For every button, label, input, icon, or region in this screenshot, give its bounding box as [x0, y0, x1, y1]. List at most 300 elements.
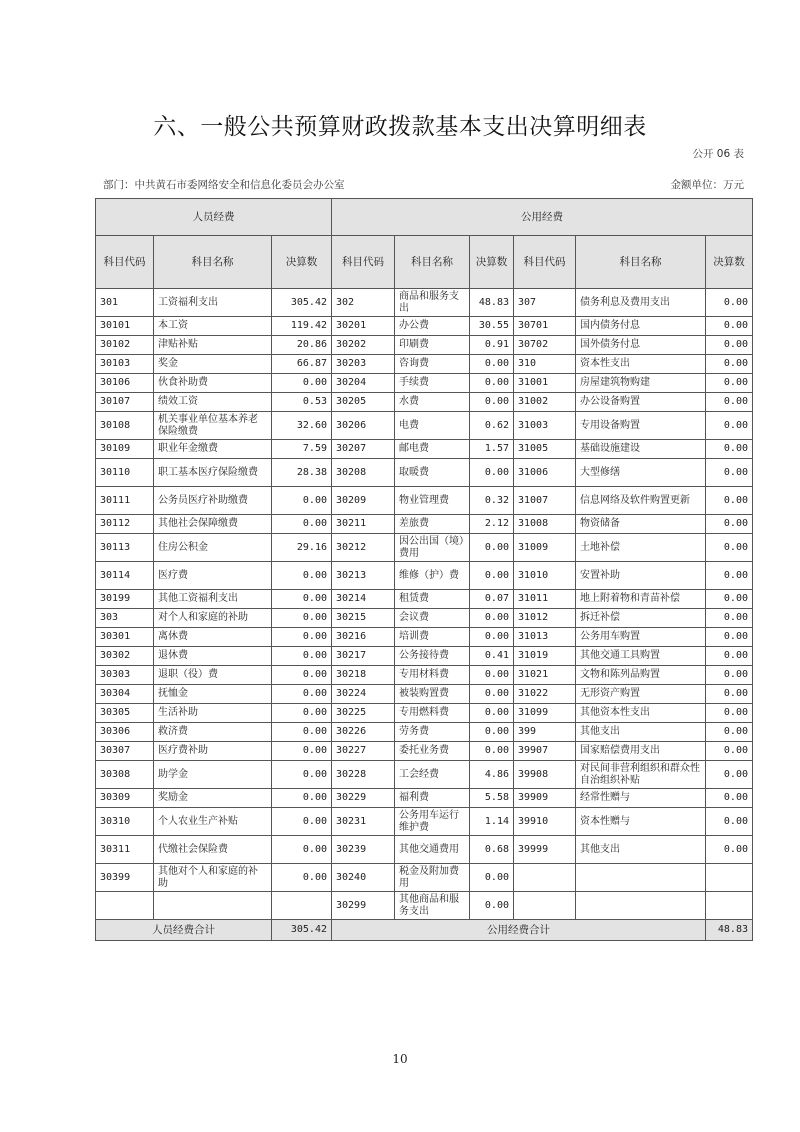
row-name: 国家赔偿费用支出: [576, 742, 706, 761]
row-code: 39908: [514, 761, 576, 789]
row-name: 津贴补贴: [154, 336, 272, 355]
row-amount: 0.00: [706, 685, 753, 704]
row-code: 31005: [514, 440, 576, 459]
row-amount: 66.87: [272, 355, 332, 374]
row-name: 公务员医疗补助缴费: [154, 487, 272, 515]
row-name: 其他支出: [576, 836, 706, 864]
row-amount: 0.00: [470, 864, 514, 892]
row-name: 退休费: [154, 647, 272, 666]
row-name: 其他工资福利支出: [154, 590, 272, 609]
row-name: 房屋建筑物购建: [576, 374, 706, 393]
row-code: 30106: [96, 374, 154, 393]
row-name: 抚恤金: [154, 685, 272, 704]
row-name: 无形资产购置: [576, 685, 706, 704]
row-name: 其他支出: [576, 723, 706, 742]
row-amount: 0.00: [272, 761, 332, 789]
row-name: [576, 892, 706, 920]
row-amount: 0.62: [470, 412, 514, 440]
row-amount: 0.00: [272, 628, 332, 647]
row-code: 31008: [514, 515, 576, 534]
column-header-code: 科目代码: [514, 236, 576, 289]
row-amount: 305.42: [272, 289, 332, 317]
table-row: [96, 647, 753, 666]
row-name: [576, 864, 706, 892]
table-row: [96, 289, 753, 317]
row-code: 30303: [96, 666, 154, 685]
row-code: 31019: [514, 647, 576, 666]
row-name: 差旅费: [395, 515, 470, 534]
row-code: 30208: [332, 459, 395, 487]
row-amount: 0.00: [470, 892, 514, 920]
column-header-row: [96, 236, 753, 289]
row-amount: [706, 892, 753, 920]
row-name: 劳务费: [395, 723, 470, 742]
row-code: 31007: [514, 487, 576, 515]
row-amount: 0.00: [706, 336, 753, 355]
table-row: [96, 789, 753, 808]
row-code: 302: [332, 289, 395, 317]
row-amount: 4.86: [470, 761, 514, 789]
row-code: 30202: [332, 336, 395, 355]
table-row: [96, 590, 753, 609]
row-name: 物业管理费: [395, 487, 470, 515]
row-code: 30302: [96, 647, 154, 666]
row-code: 30240: [332, 864, 395, 892]
row-amount: 30.55: [470, 317, 514, 336]
row-name: 物资储备: [576, 515, 706, 534]
row-name: 税金及附加费用: [395, 864, 470, 892]
row-amount: 0.00: [272, 789, 332, 808]
row-amount: 0.00: [470, 562, 514, 590]
column-header-code: 科目代码: [96, 236, 154, 289]
row-name: 公务用车运行维护费: [395, 808, 470, 836]
row-amount: 0.00: [706, 515, 753, 534]
amount-unit-label: 金额单位：万元: [670, 179, 744, 191]
row-code: 31011: [514, 590, 576, 609]
row-code: 30224: [332, 685, 395, 704]
totals-row: [96, 920, 753, 941]
form-number: 公开 06 表: [692, 148, 744, 160]
row-code: 30310: [96, 808, 154, 836]
table-row: [96, 808, 753, 836]
row-amount: 0.00: [470, 704, 514, 723]
personnel-total-value: 305.42: [272, 920, 332, 941]
row-amount: 0.00: [272, 562, 332, 590]
row-name: 伙食补助费: [154, 374, 272, 393]
table-row: [96, 628, 753, 647]
row-code: 30299: [332, 892, 395, 920]
row-amount: 0.00: [706, 742, 753, 761]
row-amount: 0.00: [470, 374, 514, 393]
row-name: 安置补助: [576, 562, 706, 590]
row-amount: 0.00: [272, 685, 332, 704]
row-code: 31012: [514, 609, 576, 628]
row-amount: 5.58: [470, 789, 514, 808]
row-name: 大型修缮: [576, 459, 706, 487]
row-amount: 0.32: [470, 487, 514, 515]
row-name: 电费: [395, 412, 470, 440]
row-amount: 7.59: [272, 440, 332, 459]
row-name: 被装购置费: [395, 685, 470, 704]
row-name: 职工基本医疗保险缴费: [154, 459, 272, 487]
row-name: 救济费: [154, 723, 272, 742]
row-amount: 0.00: [706, 789, 753, 808]
row-name: 印刷费: [395, 336, 470, 355]
row-name: 职业年金缴费: [154, 440, 272, 459]
row-code: 30199: [96, 590, 154, 609]
row-name: 国内债务付息: [576, 317, 706, 336]
table-row: [96, 666, 753, 685]
row-amount: 0.00: [706, 317, 753, 336]
row-code: 31002: [514, 393, 576, 412]
row-name: 离休费: [154, 628, 272, 647]
row-name: 本工资: [154, 317, 272, 336]
row-amount: 0.00: [272, 808, 332, 836]
table-row: [96, 864, 753, 892]
row-amount: 48.83: [470, 289, 514, 317]
public-total-label: 公用经费合计: [332, 920, 706, 941]
row-amount: 2.12: [470, 515, 514, 534]
row-amount: 0.00: [272, 666, 332, 685]
row-code: [96, 892, 154, 920]
row-code: 30110: [96, 459, 154, 487]
row-code: 39907: [514, 742, 576, 761]
row-code: 30306: [96, 723, 154, 742]
table-row: [96, 534, 753, 562]
row-code: 30225: [332, 704, 395, 723]
row-name: 工会经费: [395, 761, 470, 789]
row-code: 30702: [514, 336, 576, 355]
row-amount: 0.00: [706, 836, 753, 864]
row-name: 租赁费: [395, 590, 470, 609]
row-amount: 1.57: [470, 440, 514, 459]
row-name: 专用燃料费: [395, 704, 470, 723]
table-row: [96, 742, 753, 761]
row-amount: 119.42: [272, 317, 332, 336]
row-name: 资本性赠与: [576, 808, 706, 836]
row-code: 30217: [332, 647, 395, 666]
row-name: 拆迁补偿: [576, 609, 706, 628]
row-code: 30214: [332, 590, 395, 609]
table-row: [96, 440, 753, 459]
row-name: 奖励金: [154, 789, 272, 808]
row-amount: 0.00: [272, 647, 332, 666]
row-name: 地上附着物和青苗补偿: [576, 590, 706, 609]
row-code: 303: [96, 609, 154, 628]
row-name: 工资福利支出: [154, 289, 272, 317]
row-name: 经常性赠与: [576, 789, 706, 808]
row-code: 30216: [332, 628, 395, 647]
row-amount: 0.00: [272, 864, 332, 892]
row-name: 个人农业生产补贴: [154, 808, 272, 836]
row-amount: 0.00: [706, 355, 753, 374]
personnel-total-label: 人员经费合计: [96, 920, 272, 941]
row-code: 30229: [332, 789, 395, 808]
row-code: 30215: [332, 609, 395, 628]
row-name: 因公出国（境）费用: [395, 534, 470, 562]
row-name: 其他交通费用: [395, 836, 470, 864]
row-code: 30203: [332, 355, 395, 374]
row-code: 30309: [96, 789, 154, 808]
row-name: 办公费: [395, 317, 470, 336]
row-name: 基础设施建设: [576, 440, 706, 459]
table-row: [96, 761, 753, 789]
row-code: 30307: [96, 742, 154, 761]
row-code: 31001: [514, 374, 576, 393]
page-title: 六、一般公共预算财政拨款基本支出决算明细表: [153, 114, 647, 140]
row-amount: 0.00: [470, 393, 514, 412]
row-code: 30211: [332, 515, 395, 534]
row-code: 31009: [514, 534, 576, 562]
row-code: 30107: [96, 393, 154, 412]
row-amount: 0.00: [470, 685, 514, 704]
row-name: 代缴社会保险费: [154, 836, 272, 864]
group-header-public: 公用经费: [332, 199, 753, 236]
row-amount: 0.91: [470, 336, 514, 355]
row-code: 31021: [514, 666, 576, 685]
column-header-amount: 决算数: [272, 236, 332, 289]
row-amount: 0.68: [470, 836, 514, 864]
row-amount: 0.00: [272, 723, 332, 742]
row-code: 30113: [96, 534, 154, 562]
row-amount: 0.00: [470, 723, 514, 742]
row-amount: 0.00: [706, 761, 753, 789]
row-amount: 0.00: [706, 628, 753, 647]
row-name: 医疗费: [154, 562, 272, 590]
row-code: 30114: [96, 562, 154, 590]
row-code: 31003: [514, 412, 576, 440]
row-name: 办公设备购置: [576, 393, 706, 412]
row-amount: 0.00: [706, 487, 753, 515]
row-amount: 0.00: [470, 459, 514, 487]
row-code: 39909: [514, 789, 576, 808]
row-amount: 0.00: [706, 534, 753, 562]
column-header-code: 科目代码: [332, 236, 395, 289]
row-amount: 0.00: [706, 289, 753, 317]
row-amount: 0.00: [706, 609, 753, 628]
row-code: 30206: [332, 412, 395, 440]
row-code: 30204: [332, 374, 395, 393]
row-code: 30209: [332, 487, 395, 515]
row-amount: 0.00: [470, 534, 514, 562]
row-name: 对个人和家庭的补助: [154, 609, 272, 628]
row-code: 307: [514, 289, 576, 317]
row-amount: 0.00: [470, 355, 514, 374]
row-name: 绩效工资: [154, 393, 272, 412]
row-name: 其他交通工具购置: [576, 647, 706, 666]
row-amount: 0.00: [706, 412, 753, 440]
row-amount: 0.00: [470, 609, 514, 628]
group-header-personnel: 人员经费: [96, 199, 332, 236]
row-code: 30231: [332, 808, 395, 836]
row-amount: 28.38: [272, 459, 332, 487]
row-name: 公务用车购置: [576, 628, 706, 647]
row-amount: 0.00: [706, 647, 753, 666]
row-name: 其他对个人和家庭的补助: [154, 864, 272, 892]
row-amount: 0.07: [470, 590, 514, 609]
expenditure-detail-table: [95, 198, 753, 941]
row-code: 30226: [332, 723, 395, 742]
row-code: 39910: [514, 808, 576, 836]
row-name: 委托业务费: [395, 742, 470, 761]
row-amount: 29.16: [272, 534, 332, 562]
table-row: [96, 487, 753, 515]
row-name: 其他社会保障缴费: [154, 515, 272, 534]
row-code: 30201: [332, 317, 395, 336]
column-header-name: 科目名称: [576, 236, 706, 289]
row-amount: 0.00: [706, 459, 753, 487]
row-code: 30701: [514, 317, 576, 336]
row-code: 30112: [96, 515, 154, 534]
row-code: 39999: [514, 836, 576, 864]
row-name: 其他资本性支出: [576, 704, 706, 723]
row-name: 专用设备购置: [576, 412, 706, 440]
row-amount: 32.60: [272, 412, 332, 440]
row-code: [514, 864, 576, 892]
row-code: 30305: [96, 704, 154, 723]
row-code: 30301: [96, 628, 154, 647]
column-header-amount: 决算数: [470, 236, 514, 289]
row-name: 奖金: [154, 355, 272, 374]
table-row: [96, 562, 753, 590]
row-code: 30228: [332, 761, 395, 789]
row-amount: 0.00: [272, 374, 332, 393]
row-name: 文物和陈列品购置: [576, 666, 706, 685]
row-amount: 0.00: [706, 440, 753, 459]
row-name: 医疗费补助: [154, 742, 272, 761]
row-name: 公务接待费: [395, 647, 470, 666]
row-name: 机关事业单位基本养老保险缴费: [154, 412, 272, 440]
row-name: 手续费: [395, 374, 470, 393]
row-name: 对民间非营利组织和群众性自治组织补贴: [576, 761, 706, 789]
row-name: 福利费: [395, 789, 470, 808]
row-amount: 0.00: [470, 742, 514, 761]
column-header-amount: 决算数: [706, 236, 753, 289]
table-row: [96, 317, 753, 336]
table-row: [96, 723, 753, 742]
table-row: [96, 704, 753, 723]
row-code: 30213: [332, 562, 395, 590]
row-amount: [272, 892, 332, 920]
row-amount: 0.00: [706, 666, 753, 685]
row-name: [154, 892, 272, 920]
column-header-name: 科目名称: [395, 236, 470, 289]
public-total-value: 48.83: [706, 920, 753, 941]
row-code: 30212: [332, 534, 395, 562]
table-row: [96, 836, 753, 864]
row-name: 专用材料费: [395, 666, 470, 685]
row-name: 助学金: [154, 761, 272, 789]
row-amount: 0.00: [706, 562, 753, 590]
row-code: 30239: [332, 836, 395, 864]
row-code: 31099: [514, 704, 576, 723]
row-amount: 0.00: [706, 590, 753, 609]
row-code: 30399: [96, 864, 154, 892]
row-amount: 0.00: [706, 374, 753, 393]
row-name: 债务利息及费用支出: [576, 289, 706, 317]
table-row: [96, 393, 753, 412]
row-name: 咨询费: [395, 355, 470, 374]
row-amount: 0.00: [470, 666, 514, 685]
row-name: 培训费: [395, 628, 470, 647]
group-header-row: [96, 199, 753, 236]
row-name: 取暖费: [395, 459, 470, 487]
row-code: 30308: [96, 761, 154, 789]
row-amount: 0.00: [272, 590, 332, 609]
row-amount: 0.00: [272, 836, 332, 864]
row-amount: 0.00: [706, 723, 753, 742]
row-code: 31006: [514, 459, 576, 487]
row-name: 生活补助: [154, 704, 272, 723]
row-name: 水费: [395, 393, 470, 412]
row-code: 30109: [96, 440, 154, 459]
table-row: [96, 459, 753, 487]
page-number: 10: [392, 1052, 408, 1066]
table-row: [96, 412, 753, 440]
row-code: 30101: [96, 317, 154, 336]
row-name: 其他商品和服务支出: [395, 892, 470, 920]
row-name: 商品和服务支出: [395, 289, 470, 317]
row-code: [514, 892, 576, 920]
row-amount: 0.41: [470, 647, 514, 666]
row-code: 301: [96, 289, 154, 317]
table-row: [96, 515, 753, 534]
table-row: [96, 336, 753, 355]
row-code: 399: [514, 723, 576, 742]
row-code: 31022: [514, 685, 576, 704]
column-header-name: 科目名称: [154, 236, 272, 289]
row-code: 30108: [96, 412, 154, 440]
row-amount: 0.00: [706, 808, 753, 836]
table-row: [96, 685, 753, 704]
row-name: 会议费: [395, 609, 470, 628]
table-row: [96, 374, 753, 393]
row-amount: 0.00: [272, 515, 332, 534]
row-code: 31010: [514, 562, 576, 590]
row-name: 土地补偿: [576, 534, 706, 562]
row-code: 30207: [332, 440, 395, 459]
table-row: [96, 892, 753, 920]
row-name: 资本性支出: [576, 355, 706, 374]
row-code: 30218: [332, 666, 395, 685]
department-label: 部门：中共黄石市委网络安全和信息化委员会办公室: [103, 179, 345, 191]
row-name: 信息网络及软件购置更新: [576, 487, 706, 515]
row-code: 30304: [96, 685, 154, 704]
row-code: 31013: [514, 628, 576, 647]
row-name: 国外债务付息: [576, 336, 706, 355]
table-row: [96, 355, 753, 374]
row-amount: 0.00: [272, 742, 332, 761]
row-code: 30102: [96, 336, 154, 355]
row-name: 退职（役）费: [154, 666, 272, 685]
table-row: [96, 609, 753, 628]
row-amount: 0.00: [272, 704, 332, 723]
row-amount: 0.00: [470, 628, 514, 647]
row-amount: 0.53: [272, 393, 332, 412]
row-name: 邮电费: [395, 440, 470, 459]
row-amount: 0.00: [272, 609, 332, 628]
row-amount: 0.00: [706, 393, 753, 412]
row-amount: 1.14: [470, 808, 514, 836]
row-code: 30227: [332, 742, 395, 761]
row-code: 310: [514, 355, 576, 374]
row-amount: 0.00: [706, 704, 753, 723]
row-amount: [706, 864, 753, 892]
row-code: 30111: [96, 487, 154, 515]
row-amount: 20.86: [272, 336, 332, 355]
row-code: 30205: [332, 393, 395, 412]
row-amount: 0.00: [272, 487, 332, 515]
